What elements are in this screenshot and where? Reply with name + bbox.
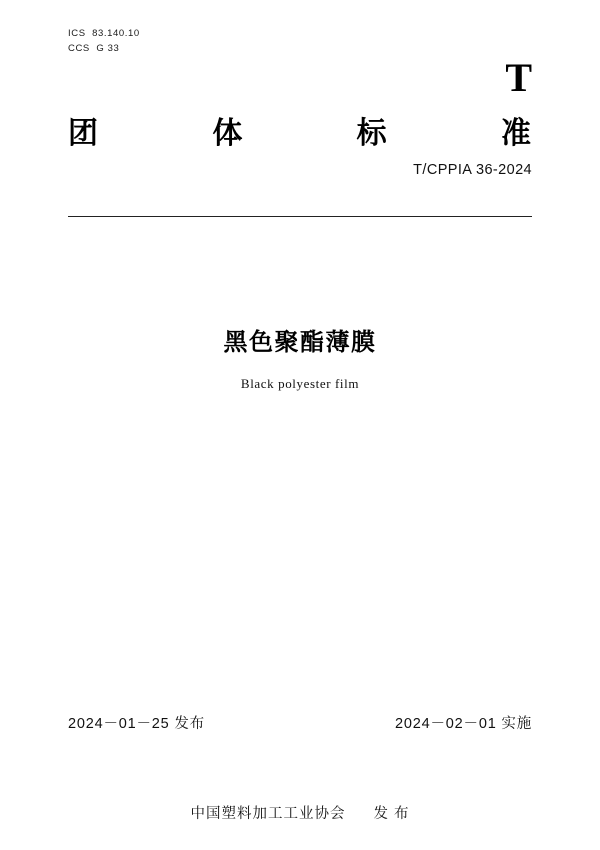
publisher-name: 中国塑料加工工业协会 — [190, 806, 346, 822]
document-title-chinese: 黑色聚酯薄膜 — [223, 329, 377, 356]
date-row — [68, 712, 532, 733]
document-title-english: Black polyester film — [240, 376, 360, 391]
ics-code: ICS 83.140.10 — [68, 28, 140, 39]
heading-char-4: 准 — [500, 117, 532, 150]
publisher-line — [0, 802, 600, 823]
standard-type-heading — [68, 108, 532, 152]
issue-date: 2024－01－25 发布 — [68, 716, 205, 732]
heading-char-3: 标 — [356, 117, 388, 150]
publisher-action: 发 布 — [373, 806, 410, 822]
t-standard-mark: T — [505, 55, 532, 100]
classification-codes — [68, 26, 140, 56]
heading-char-2: 体 — [212, 117, 244, 150]
header-divider — [68, 216, 532, 217]
standard-number: T/CPPIA 36-2024 — [413, 162, 532, 178]
heading-char-1: 团 — [68, 117, 99, 150]
implementation-date: 2024－02－01 实施 — [395, 716, 532, 732]
ccs-code: CCS G 33 — [68, 43, 120, 54]
